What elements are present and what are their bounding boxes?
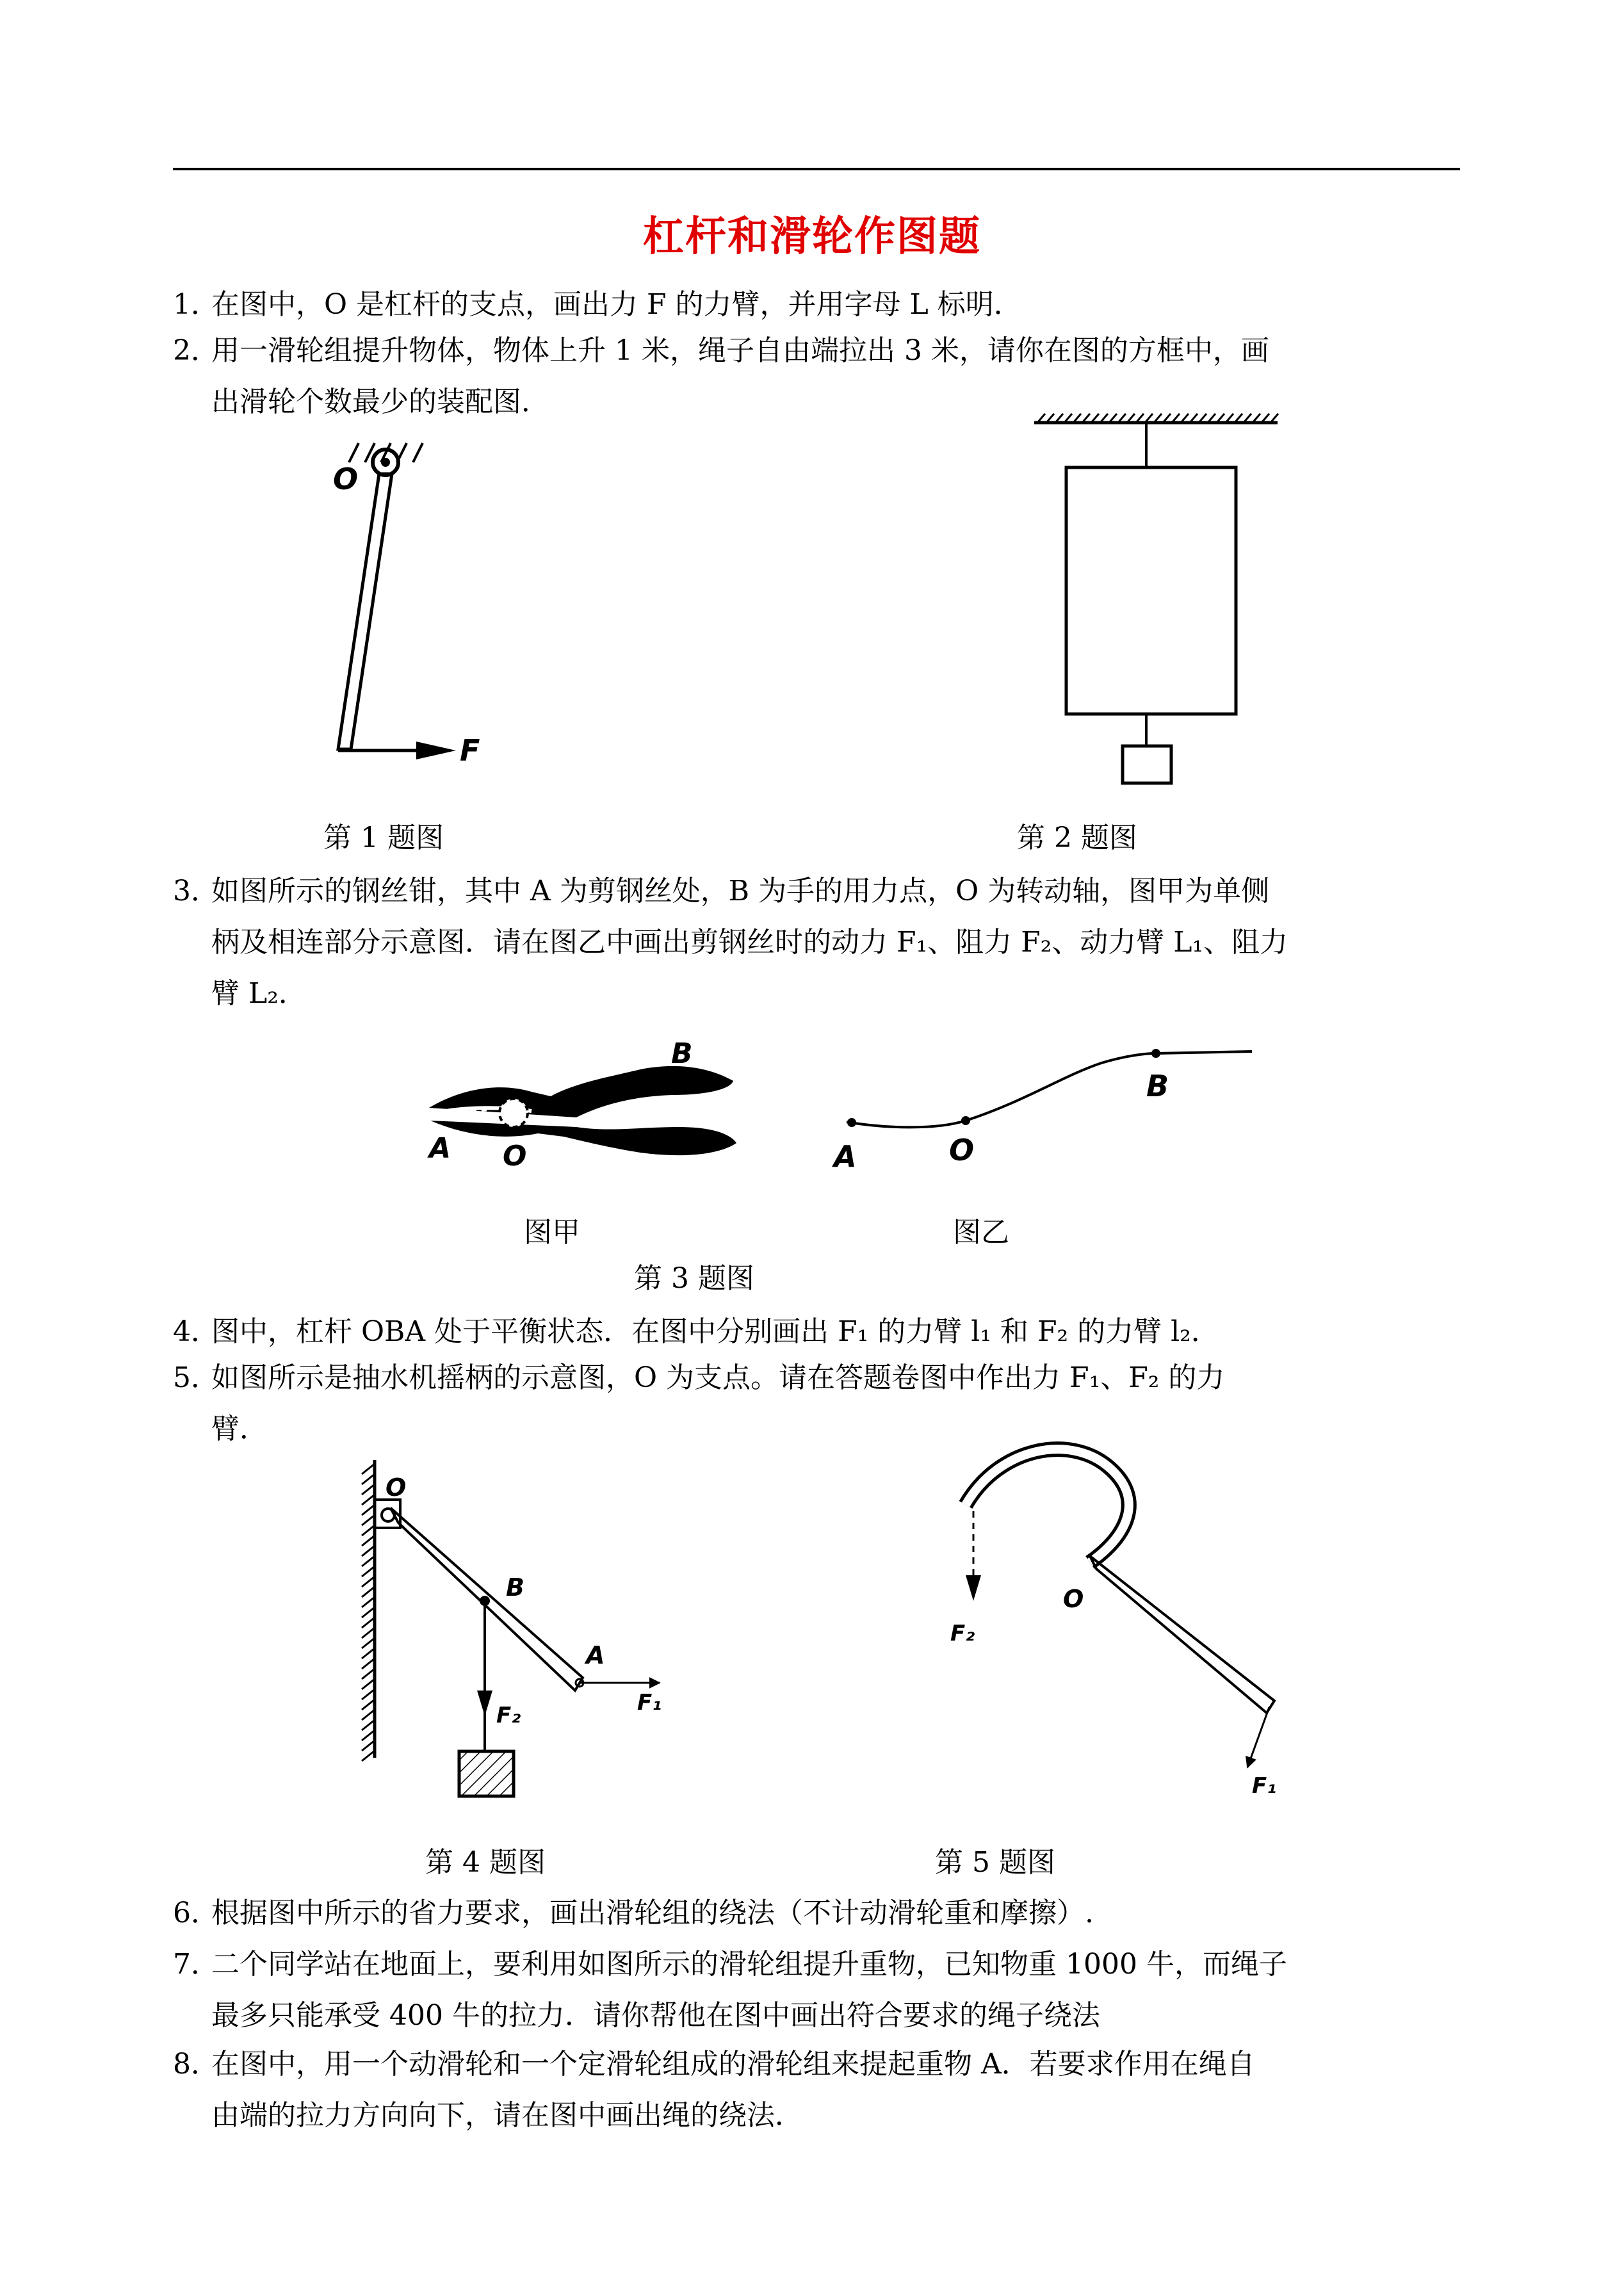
wall-hatch-line [362, 1525, 375, 1536]
question-8: 8．在图中，用一个动滑轮和一个定滑轮组成的滑轮组来提起重物 A．若要求作用在绳自 由端的拉力方向向下，请在图中画出绳的绕法． [173, 2048, 1255, 2132]
wall-hatch-line [362, 1669, 375, 1679]
question-3: 3．如图所示的钢丝钳，其中 A 为剪钢丝处，B 为手的用力点，O 为转动轴，图甲为单侧 柄及相连部分示意图．请在图乙中画出剪钢丝时的动力 F₁、阻力 F₂、动力臂 L₁、阻力 臂 L₂． [173, 875, 1288, 1010]
label-b: B [1146, 1069, 1169, 1103]
wall-hatch-line [362, 1464, 375, 1474]
label-f2: F₂ [950, 1621, 975, 1646]
wall-hatch-line [362, 1577, 375, 1587]
wall-hatch-line [362, 1597, 375, 1607]
handle-rod [1090, 1556, 1274, 1713]
wall-hatch-line [362, 1699, 375, 1710]
caption-fig3b: 图乙 [953, 1216, 1009, 1249]
wall-hatch-line [362, 1607, 375, 1618]
point-o [961, 1116, 970, 1125]
wall-hatch-line [362, 1546, 375, 1556]
caption-fig1: 第 1 题图 [323, 822, 444, 854]
question-5: 5．如图所示是抽水机摇柄的示意图，O 为支点。请在答题卷图中作出力 F₁、F₂ 的力 臂． [173, 1361, 1225, 1445]
weight-block [1123, 746, 1171, 783]
caption-fig4: 第 4 题图 [425, 1846, 546, 1879]
question-1: 1．在图中，O 是杠杆的支点，画出力 F 的力臂，并用字母 L 标明． [173, 288, 1022, 321]
label-f1: F₁ [637, 1690, 662, 1715]
caption-fig3a: 图甲 [524, 1216, 580, 1249]
weight-block [459, 1751, 514, 1796]
wall-hatch-line [362, 1556, 375, 1566]
wall-hatch-line [362, 1710, 375, 1720]
wall-hatch-line [362, 1495, 375, 1505]
wall-hatch-line [362, 1679, 375, 1689]
question-4: 4．图中，杠杆 OBA 处于平衡状态．在图中分别画出 F₁ 的力臂 l₁ 和 F₂ 的力臂 l₂． [173, 1315, 1219, 1348]
wall-hatch-line [362, 1566, 375, 1577]
wall-hatch-line [362, 1484, 375, 1495]
label-b: B [671, 1037, 693, 1070]
wall-hatch-line [362, 1740, 375, 1751]
label-b: B [506, 1573, 524, 1602]
page-title: 杠杆和滑轮作图题 [643, 213, 981, 261]
label-o: O [333, 462, 359, 496]
figure-3a-pliers [427, 1037, 736, 1172]
wall-hatch-line [362, 1689, 375, 1699]
label-a: A [429, 1132, 451, 1165]
question-7: 7．二个同学站在地面上，要利用如图所示的滑轮组提升重物，已知物重 1000 牛，而绳子 最多只能承受 400 牛的拉力．请你帮他在图中画出符合要求的绳子绕法 [173, 1948, 1287, 2032]
figure-4-lever [362, 1460, 662, 1796]
label-o: O [503, 1140, 527, 1172]
wall-hatch-line [362, 1638, 375, 1648]
figure-5-handle [950, 1449, 1276, 1799]
wall-hatch-line [362, 1730, 375, 1740]
question-2: 2．用一滑轮组提升物体，物体上升 1 米，绳子自由端拉出 3 米，请你在图的方框中，画 出滑轮个数最少的装配图． [173, 334, 1269, 418]
label-f2: F₂ [496, 1703, 521, 1728]
label-o: O [1063, 1585, 1084, 1613]
caption-fig3: 第 3 题图 [634, 1262, 754, 1295]
frame-box [1066, 467, 1236, 714]
wall-hatch-line [362, 1618, 375, 1628]
wall-hatch-line [362, 1536, 375, 1546]
wall-hatch-line [362, 1505, 375, 1515]
figure-1-lever [333, 443, 480, 768]
wall-hatch-line [362, 1648, 375, 1658]
caption-fig5: 第 5 题图 [935, 1846, 1055, 1879]
point-a [847, 1118, 856, 1127]
figure-2-box [1034, 414, 1278, 783]
label-a: A [834, 1139, 857, 1174]
wall-hatch-line [362, 1658, 375, 1669]
question-6: 6．根据图中所示的省力要求，画出滑轮组的绕法（不计动滑轮重和摩擦）. [173, 1897, 1094, 1929]
wall-hatch-line [362, 1720, 375, 1730]
wall-hatch-line [362, 1628, 375, 1638]
lever-rod [338, 474, 392, 749]
caption-fig2: 第 2 题图 [1017, 822, 1137, 854]
wall-hatch-line [362, 1751, 375, 1761]
label-f: F [460, 733, 480, 768]
point-b [1151, 1049, 1160, 1058]
wall-hatch-line [362, 1587, 375, 1597]
label-a: A [586, 1641, 605, 1669]
figure-3b-curve [832, 1049, 1252, 1174]
label-o: O [386, 1473, 407, 1502]
label-f1: F₁ [1252, 1773, 1277, 1799]
force-arrow-f [416, 742, 456, 759]
wall-hatch-line [362, 1515, 375, 1525]
wall-hatch-line [362, 1474, 375, 1484]
label-o: O [949, 1133, 975, 1167]
